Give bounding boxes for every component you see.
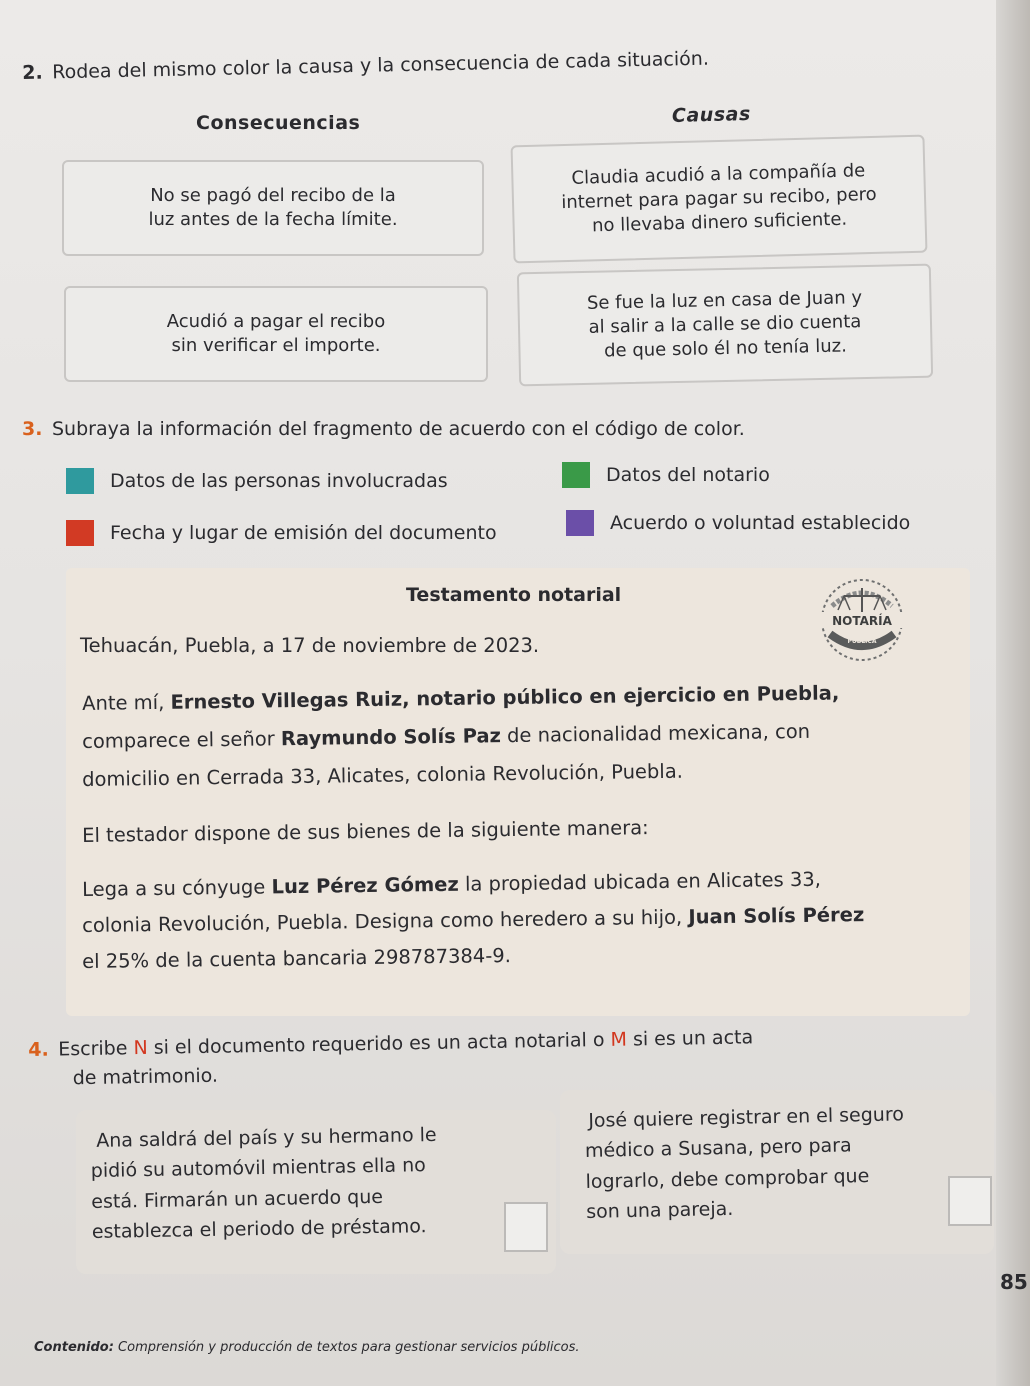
footer-content: [34, 1340, 580, 1355]
consequences-header: Consecuencias: [196, 112, 361, 134]
p1-text-a: Ante mí,: [82, 690, 171, 715]
situation-2-line-2: médico a Susana, pero para: [584, 1134, 852, 1163]
consequence-2-line-2: sin verificar el importe.: [171, 335, 381, 356]
consequence-1-line-1: No se pagó del recibo de la: [150, 184, 396, 206]
seal-sub-label: PÚBLICA: [847, 638, 877, 645]
legend-item-people: [66, 468, 448, 494]
page-edge: [996, 0, 1030, 1386]
heir-name: Juan Solís Pérez: [688, 903, 865, 929]
q4-letter-m: M: [610, 1028, 628, 1051]
answer-box-situation-1[interactable]: [504, 1202, 548, 1252]
q4-text-d: de matrimonio.: [72, 1064, 219, 1089]
cause-1-line-3: no llevaba dinero suficiente.: [591, 208, 848, 237]
q4-text-a: Escribe: [58, 1037, 134, 1061]
consequence-1-line-2: luz antes de la fecha límite.: [148, 209, 398, 230]
cause-2-line-2: al salir a la calle se dio cuenta: [588, 310, 862, 338]
q3-instruction: [22, 418, 745, 440]
situation-2-line-3: lograrlo, debe comprobar que: [585, 1164, 870, 1193]
legend-label-date-place: Fecha y lugar de emisión del documento: [110, 522, 497, 544]
document-paragraph-2: El testador dispone de sus bienes de la siguiente manera:: [82, 816, 649, 847]
p3-text-c: la propiedad ubicada en Alicates 33,: [458, 867, 822, 896]
legend-item-agreement: [566, 510, 910, 536]
situation-2-line-1: José quiere registrar en el seguro: [588, 1103, 905, 1132]
causes-header: Causas: [671, 102, 752, 128]
q2-instruction-text: Rodea del mismo color la causa y la consecuencia de cada situación.: [51, 47, 710, 84]
notary-seal-icon: [808, 572, 916, 664]
p1-text-c: comparece el señor: [82, 727, 282, 753]
q4-text-c: si es un acta: [626, 1026, 754, 1051]
footer-label: Contenido:: [34, 1340, 114, 1355]
cause-2-line-3: de que solo él no tenía luz.: [603, 335, 848, 362]
legend-item-date-place: [66, 520, 497, 546]
cause-box-1[interactable]: [511, 135, 928, 264]
q3-number: 3.: [22, 418, 43, 440]
cause-2-line-1: Se fue la luz en casa de Juan y: [586, 286, 863, 314]
testator-name: Raymundo Solís Paz: [280, 724, 502, 751]
legend-label-agreement: Acuerdo o voluntad establecido: [610, 512, 911, 534]
document-paragraph-1-line-3: domicilio en Cerrada 33, Alicates, colonia Revolución, Puebla.: [82, 759, 684, 791]
q4-text-b: si el documento requerido es un acta notarial o: [147, 1028, 611, 1059]
consequence-box-1[interactable]: [62, 160, 484, 256]
q4-number: 4.: [28, 1038, 49, 1061]
consequence-2-line-1: Acudió a pagar el recibo: [166, 310, 386, 332]
cause-box-2[interactable]: [517, 264, 933, 387]
legend-swatch-date-place: [66, 520, 94, 546]
q3-instruction-text: Subraya la información del fragmento de acuerdo con el código de color.: [52, 418, 745, 440]
legend-swatch-people: [66, 468, 94, 494]
q2-number: 2.: [22, 61, 43, 84]
document-place-date: Tehuacán, Puebla, a 17 de noviembre de 2023.: [80, 634, 540, 657]
legend-label-people: Datos de las personas involucradas: [110, 470, 448, 492]
seal-label: NOTARÍA: [832, 614, 892, 628]
answer-box-situation-2[interactable]: [948, 1176, 992, 1226]
situation-1-text: [90, 1120, 438, 1248]
cause-1-line-2: internet para pagar su recibo, pero: [561, 183, 877, 213]
footer-text: Comprensión y producción de textos para gestionar servicios públicos.: [113, 1340, 580, 1355]
situation-2-text: [584, 1099, 906, 1227]
legend-swatch-notary: [562, 462, 590, 488]
legend-swatch-agreement: [566, 510, 594, 536]
spouse-name: Luz Pérez Gómez: [271, 872, 459, 899]
q4-instruction: [28, 1023, 754, 1093]
situation-1-line-3: está. Firmarán un acuerdo que: [91, 1185, 384, 1213]
p1-text-e: de nacionalidad mexicana, con: [500, 719, 811, 748]
situation-1-line-4: establezca el periodo de préstamo.: [91, 1215, 427, 1244]
q2-instruction: [22, 48, 709, 84]
p3-text-d: colonia Revolución, Puebla. Designa como heredero a su hijo,: [82, 905, 689, 937]
notary-name: Ernesto Villegas Ruiz, notario público en ejercicio en Puebla,: [170, 681, 840, 714]
document-paragraph-3-line-3: el 25% de la cuenta bancaria 298787384-9.: [82, 944, 512, 973]
legend-label-notary: Datos del notario: [606, 464, 770, 486]
cause-1-line-1: Claudia acudió a la compañía de: [571, 159, 866, 189]
consequence-box-2[interactable]: [64, 286, 488, 382]
document-title: Testamento notarial: [406, 584, 622, 606]
situation-2-line-4: son una pareja.: [585, 1198, 734, 1224]
situation-1-line-1: Ana saldrá del país y su hermano le: [96, 1123, 437, 1152]
page-number: 85: [1000, 1270, 1028, 1294]
situation-1-line-2: pidió su automóvil mientras ella no: [90, 1154, 426, 1183]
legend-item-notary: [562, 462, 770, 488]
p3-text-a: Lega a su cónyuge: [82, 875, 272, 901]
q4-letter-n: N: [133, 1036, 148, 1060]
